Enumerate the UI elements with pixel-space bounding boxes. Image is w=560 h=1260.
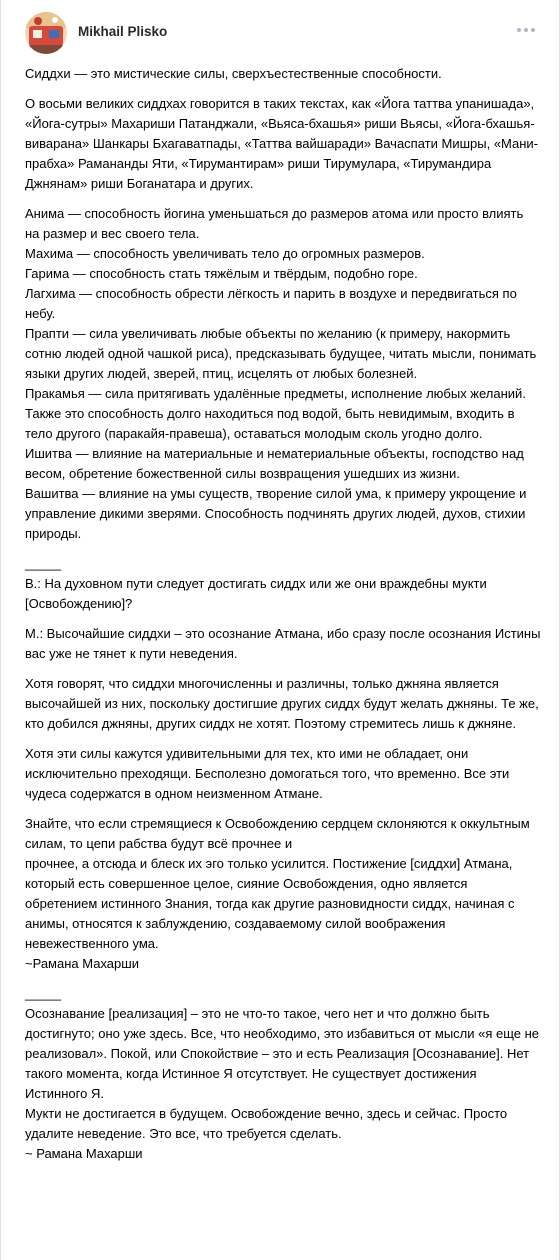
paragraph-sources: О восьми великих сиддхах говорится в таких текстах, как «Йога таттва упанишада», «Йога-сутры» Махариши Патанджали, «Вьяса-бхашья» риши Вьясы, «Йога-бхашья-виварана» Шанкары Бхагаватпады, «Таттва вайшаради» Вачаспати Мишры, «Мани-прабха» Рамананды Яти, «Тирумантирам» риши Тирумулара, «Тирумандира Джнянам» риши Боганатара и других. (25, 96, 539, 191)
separator: _____ (25, 986, 62, 1001)
post-text (25, 64, 541, 1174)
paragraph-liberation: Знайте, что если стремящиеся к Освобождению сердцем склоняются к оккультным силам, то цепи рабства будут всё прочнее и прочнее, а отсюда и блеск их эго только усилится. Постижение [сиддхи] Атмана, который есть совершенное целое, сияние Освобождения, одно является обретением истинного Знания, тогда как другие разновидности сиддх, начиная с анимы, относятся к заблуждению, создаваемому силой воображения невежественного ума. ~Рамана Махарши (25, 816, 530, 971)
paragraph-jnana: Хотя говорят, что сиддхи многочисленны и различны, только джняна является высочайшей из них, поскольку достигшие других сиддх будут желать джняны. Те же, кто добился джняны, других сиддх не хотят. Поэтому стремитесь лишь к джняне. (25, 676, 539, 731)
avatar-image (25, 12, 67, 54)
more-options-button[interactable] (517, 25, 535, 35)
author-avatar[interactable] (25, 12, 67, 54)
paragraph-powers: Хотя эти силы кажутся удивительными для тех, кто ими не обладает, они исключительно преходящи. Бесполезно домогаться того, что временно. Все эти чудеса содержатся в одном неизменном Атмане. (25, 746, 510, 801)
more-horizontal-icon (517, 28, 521, 32)
paragraph-answer: М.: Высочайшие сиддхи – это осознание Атмана, ибо сразу после осознания Истины вас уже не тянет к пути неведения. (25, 626, 541, 661)
post-header (1, 0, 559, 66)
paragraph-intro: Сиддхи — это мистические силы, сверхъестественные способности. (25, 66, 442, 81)
separator: _____ (25, 556, 62, 571)
paragraph-siddhis-list: Анима — способность йогина уменьшаться до размеров атома или просто влиять на размер и вес своего тела. Махима — способность увеличивать тело до огромных размеров. Гарима — способность стать тяжёлым и твёрдым, подобно горе. Лагхима — способность обрести лёгкость и парить в воздухе и передвигаться по небу. Прапти — сила увеличивать любые объекты по желанию (к примеру, накормить сотню людей одной чашкой риса), предсказывать будущее, читать мысли, понимать языки других людей, зверей, птиц, исцелять от любых болезней. Пракамья — сила притягивать удалённые предметы, исполнение любых желаний. Также это способность долго находиться под водой, быть невидимым, входить в тело другого (паракайя-правеша), оставаться молодым сколь угодно долго. Ишитва — влияние на материальные и нематериальные объекты, господство над весом, обретение божественной силы возвращения ушедших из жизни. Вашитва — влияние на умы существ, творение силой ума, к примеру укрощение и управление дикими зверями. Способность подчинять других людей, духов, стихии природы. (25, 206, 537, 541)
paragraph-realization: Осознавание [реализация] – это не что-то такое, чего нет и что должно быть достигнуто; оно уже здесь. Все, что необходимо, это избавиться от мысли «я еще не реализовал». Покой, или Спокойствие – это и есть Реализация [Осознавание]. Нет такого момента, когда Истинное Я отсутствует. Не существует достижения Истинного Я. Мукти не достигается в будущем. Освобождение вечно, здесь и сейчас. Просто удалите неведение. Это все, что требуется сделать. ~ Рамана Махарши (25, 1006, 540, 1161)
paragraph-question: В.: На духовном пути следует достигать сиддх или же они враждебны мукти [Освобождению]? (25, 576, 487, 611)
author-name[interactable]: Mikhail Plisko (78, 24, 168, 39)
